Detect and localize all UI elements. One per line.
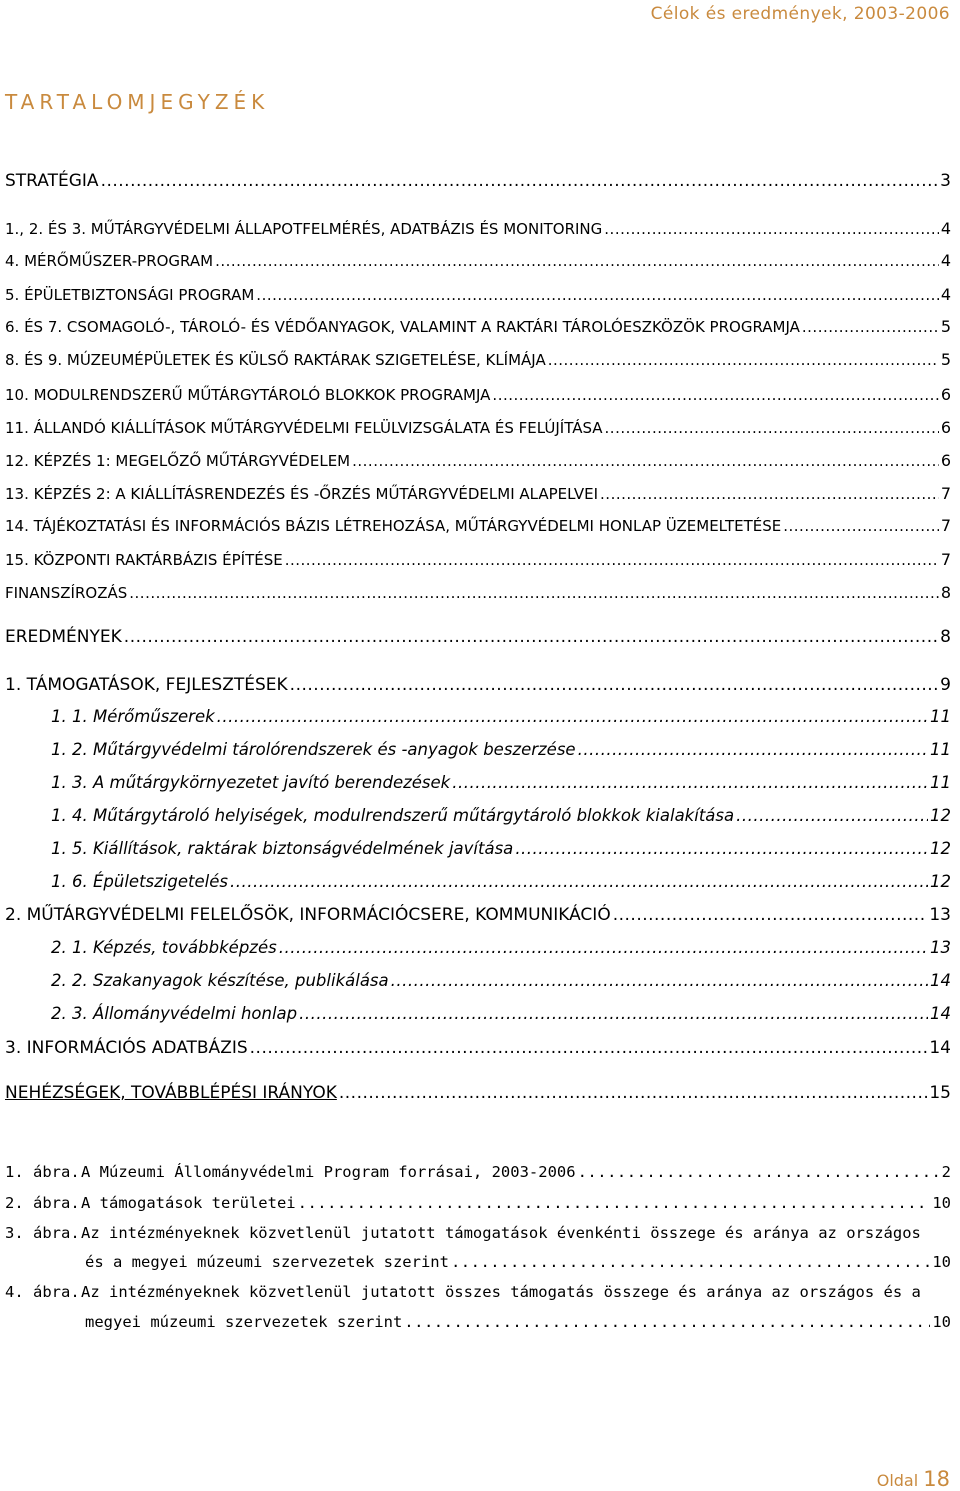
toc-entry-page: 5 <box>940 317 951 336</box>
dot-leader <box>285 551 939 569</box>
toc-entry-page: 13 <box>929 905 951 925</box>
toc-entry-text: 2. 3. Állományvédelmi honlap <box>51 1004 298 1023</box>
toc-entry-text: 2. 2. Szakanyagok készítése, publikálása <box>51 971 389 990</box>
dot-leader <box>250 1038 928 1058</box>
dot-leader <box>230 872 928 891</box>
toc-entry-page: 12 <box>930 839 951 858</box>
toc-entry-page: 6 <box>940 385 951 404</box>
toc-entry-page: 4 <box>940 251 951 270</box>
toc-entry-nehezsegek[interactable] <box>5 1083 951 1103</box>
toc-subentry[interactable] <box>5 806 951 825</box>
dot-leader <box>736 806 928 825</box>
figure-entry-line2[interactable] <box>5 1253 951 1271</box>
toc-entry-text: 1. 3. A műtárgykörnyezetet javító berendezések <box>51 773 451 792</box>
toc-entry-page: 15 <box>929 1083 951 1103</box>
toc-subentry[interactable] <box>5 740 951 759</box>
dot-leader <box>391 971 928 990</box>
toc-entry-text: 14. TÁJÉKOZTATÁSI ÉS INFORMÁCIÓS BÁZIS LÉTREHOZÁSA, MŰTÁRGYVÉDELMI HONLAP ÜZEMELTETÉSE <box>5 517 782 535</box>
footer-page-number: 18 <box>923 1467 950 1491</box>
toc-entry[interactable] <box>5 418 951 437</box>
toc-entry[interactable] <box>5 285 951 304</box>
toc-entry-text: 1. 2. Műtárgyvédelmi tárolórendszerek és -anyagok beszerzése <box>51 740 576 759</box>
figure-label: 1. ábra. <box>5 1163 80 1181</box>
dot-leader <box>492 386 938 404</box>
figure-page: 10 <box>932 1313 951 1331</box>
dot-leader <box>802 318 939 336</box>
toc-entry-page: 7 <box>940 516 951 535</box>
toc-entry[interactable] <box>5 516 951 535</box>
figure-caption-cont: megyei múzeumi szervezetek szerint <box>85 1313 403 1331</box>
figure-entry-line2[interactable] <box>5 1313 951 1331</box>
toc-entry-page: 9 <box>940 675 951 695</box>
toc-entry[interactable] <box>5 385 951 404</box>
dot-leader <box>124 627 938 647</box>
toc-entry-text: 12. KÉPZÉS 1: MEGELŐZŐ MŰTÁRGYVÉDELEM <box>5 452 351 470</box>
toc-entry-text: 1. 5. Kiállítások, raktárak biztonságvédelmének javítása <box>51 839 514 858</box>
toc-subentry[interactable] <box>5 707 951 726</box>
toc-entry-eredmenyek[interactable] <box>5 627 951 647</box>
toc-entry-page: 7 <box>940 550 951 569</box>
dot-leader <box>101 171 939 191</box>
figure-label: 4. ábra. <box>5 1283 80 1301</box>
toc-entry-page: 5 <box>940 350 951 369</box>
figure-entry-line1[interactable] <box>5 1224 951 1242</box>
toc-entry-page: 14 <box>930 971 951 990</box>
toc-entry-text: 3. INFORMÁCIÓS ADATBÁZIS <box>5 1038 248 1058</box>
toc-entry-page: 13 <box>930 938 951 957</box>
figure-page: 2 <box>941 1163 951 1181</box>
toc-entry-page: 7 <box>940 484 951 503</box>
toc-entry-page: 11 <box>930 773 951 792</box>
dot-leader <box>298 1194 931 1212</box>
toc-entry-text: 4. MÉRŐMŰSZER-PROGRAM <box>5 252 214 270</box>
toc-entry[interactable] <box>5 451 951 470</box>
toc-entry-text: 13. KÉPZÉS 2: A KIÁLLÍTÁSRENDEZÉS ÉS -ŐRZÉS MŰTÁRGYVÉDELMI ALAPELVEI <box>5 485 599 503</box>
figure-entry-line1[interactable] <box>5 1283 951 1301</box>
toc-entry-page: 11 <box>930 740 951 759</box>
toc-entry-page: 14 <box>929 1038 951 1058</box>
toc-entry-page: 3 <box>940 171 951 191</box>
dot-leader <box>604 220 939 238</box>
toc-entry[interactable] <box>5 583 951 602</box>
toc-entry[interactable] <box>5 251 951 270</box>
toc-entry-page: 12 <box>930 872 951 891</box>
dot-leader <box>256 286 939 304</box>
dot-leader <box>339 1083 927 1103</box>
toc-entry[interactable] <box>5 905 951 925</box>
toc-entry-text: 2. 1. Képzés, továbbképzés <box>51 938 277 957</box>
toc-entry-text: 15. KÖZPONTI RAKTÁRBÁZIS ÉPÍTÉSE <box>5 551 283 569</box>
dot-leader <box>290 675 939 695</box>
dot-leader <box>605 419 939 437</box>
toc-entry-text: FINANSZÍROZÁS <box>5 584 128 602</box>
dot-leader <box>548 351 939 369</box>
toc-entry-text: STRATÉGIA <box>5 171 99 191</box>
dot-leader <box>600 485 939 503</box>
figure-page: 10 <box>932 1194 951 1212</box>
toc-entry[interactable] <box>5 675 951 695</box>
dot-leader <box>452 773 928 792</box>
dot-leader <box>352 452 939 470</box>
toc-title: TARTALOMJEGYZÉK <box>5 90 270 114</box>
toc-entry-page: 6 <box>940 418 951 437</box>
dot-leader <box>578 740 928 759</box>
toc-entry-page: 4 <box>940 285 951 304</box>
figure-label: 3. ábra. <box>5 1224 80 1242</box>
toc-entry-text: 10. MODULRENDSZERŰ MŰTÁRGYTÁROLÓ BLOKKOK PROGRAMJA <box>5 386 491 404</box>
toc-subentry[interactable] <box>5 971 951 990</box>
dot-leader <box>515 839 928 858</box>
dot-leader <box>215 252 939 270</box>
toc-entry-text: 1. 4. Műtárgytároló helyiségek, modulrendszerű műtárgytároló blokkok kialakítása <box>51 806 735 825</box>
toc-entry[interactable] <box>5 550 951 569</box>
toc-entry-text: 1., 2. ÉS 3. MŰTÁRGYVÉDELMI ÁLLAPOTFELMÉRÉS, ADATBÁZIS ÉS MONITORING <box>5 220 603 238</box>
toc-entry-page: 8 <box>940 627 951 647</box>
toc-entry-text: EREDMÉNYEK <box>5 627 122 647</box>
dot-leader <box>217 707 928 726</box>
dot-leader <box>578 1163 940 1181</box>
toc-entry-text: 5. ÉPÜLETBIZTONSÁGI PROGRAM <box>5 286 255 304</box>
toc-subentry[interactable] <box>5 872 951 891</box>
running-header: Célok és eredmények, 2003-2006 <box>650 4 950 24</box>
toc-entry-text: 1. TÁMOGATÁSOK, FEJLESZTÉSEK <box>5 675 288 695</box>
toc-subentry[interactable] <box>5 773 951 792</box>
toc-entry-page: 12 <box>930 806 951 825</box>
toc-entry-text: 6. ÉS 7. CSOMAGOLÓ-, TÁROLÓ- ÉS VÉDŐANYAGOK, VALAMINT A RAKTÁRI TÁROLÓESZKÖZÖK PROGRAMJA <box>5 318 800 336</box>
toc-entry-page: 4 <box>940 219 951 238</box>
figure-page: 10 <box>932 1253 951 1271</box>
dot-leader <box>279 938 928 957</box>
dot-leader <box>451 1253 930 1271</box>
figure-caption: A támogatások területei <box>81 1194 296 1212</box>
toc-entry-text: 1. 1. Mérőműszerek <box>51 707 215 726</box>
toc-entry-page: 8 <box>940 583 951 602</box>
toc-entry-strategia[interactable] <box>5 171 951 191</box>
toc-subentry[interactable] <box>5 938 951 957</box>
toc-entry[interactable] <box>5 484 951 503</box>
dot-leader <box>299 1004 928 1023</box>
toc-entry[interactable] <box>5 219 951 238</box>
toc-entry[interactable] <box>5 350 951 369</box>
toc-entry[interactable] <box>5 1038 951 1058</box>
dot-leader <box>129 584 939 602</box>
footer-page-word: Oldal <box>876 1471 919 1490</box>
toc-entry-text: 2. MŰTÁRGYVÉDELMI FELELŐSÖK, INFORMÁCIÓCSERE, KOMMUNIKÁCIÓ <box>5 905 611 925</box>
toc-subentry[interactable] <box>5 839 951 858</box>
toc-entry[interactable] <box>5 317 951 336</box>
dot-leader <box>613 905 928 925</box>
toc-entry-text: 8. ÉS 9. MÚZEUMÉPÜLETEK ÉS KÜLSŐ RAKTÁRAK SZIGETELÉSE, KLÍMÁJA <box>5 351 546 369</box>
toc-entry-text: NEHÉZSÉGEK, TOVÁBBLÉPÉSI IRÁNYOK <box>5 1083 337 1103</box>
toc-entry-page: 14 <box>930 1004 951 1023</box>
figure-entry[interactable] <box>5 1194 951 1212</box>
dot-leader <box>783 517 939 535</box>
page-footer <box>877 1467 950 1491</box>
toc-entry-text: 1. 6. Épületszigetelés <box>51 872 228 891</box>
figure-caption: A Múzeumi Állományvédelmi Program forrásai, 2003-2006 <box>81 1163 576 1181</box>
toc-entry-page: 6 <box>940 451 951 470</box>
toc-subentry[interactable] <box>5 1004 951 1023</box>
toc-entry-page: 11 <box>930 707 951 726</box>
figure-caption: Az intézményeknek közvetlenül jutatott támogatások évenkénti összege és aránya az országos <box>81 1224 921 1242</box>
figure-entry[interactable] <box>5 1163 951 1181</box>
figure-caption-cont: és a megyei múzeumi szervezetek szerint <box>85 1253 449 1271</box>
toc-entry-text: 11. ÁLLANDÓ KIÁLLÍTÁSOK MŰTÁRGYVÉDELMI FELÜLVIZSGÁLATA ÉS FELÚJÍTÁSA <box>5 419 603 437</box>
figure-caption: Az intézményeknek közvetlenül jutatott összes támogatás összege és aránya az országos és a <box>81 1283 921 1301</box>
dot-leader <box>404 1313 930 1331</box>
figure-label: 2. ábra. <box>5 1194 80 1212</box>
